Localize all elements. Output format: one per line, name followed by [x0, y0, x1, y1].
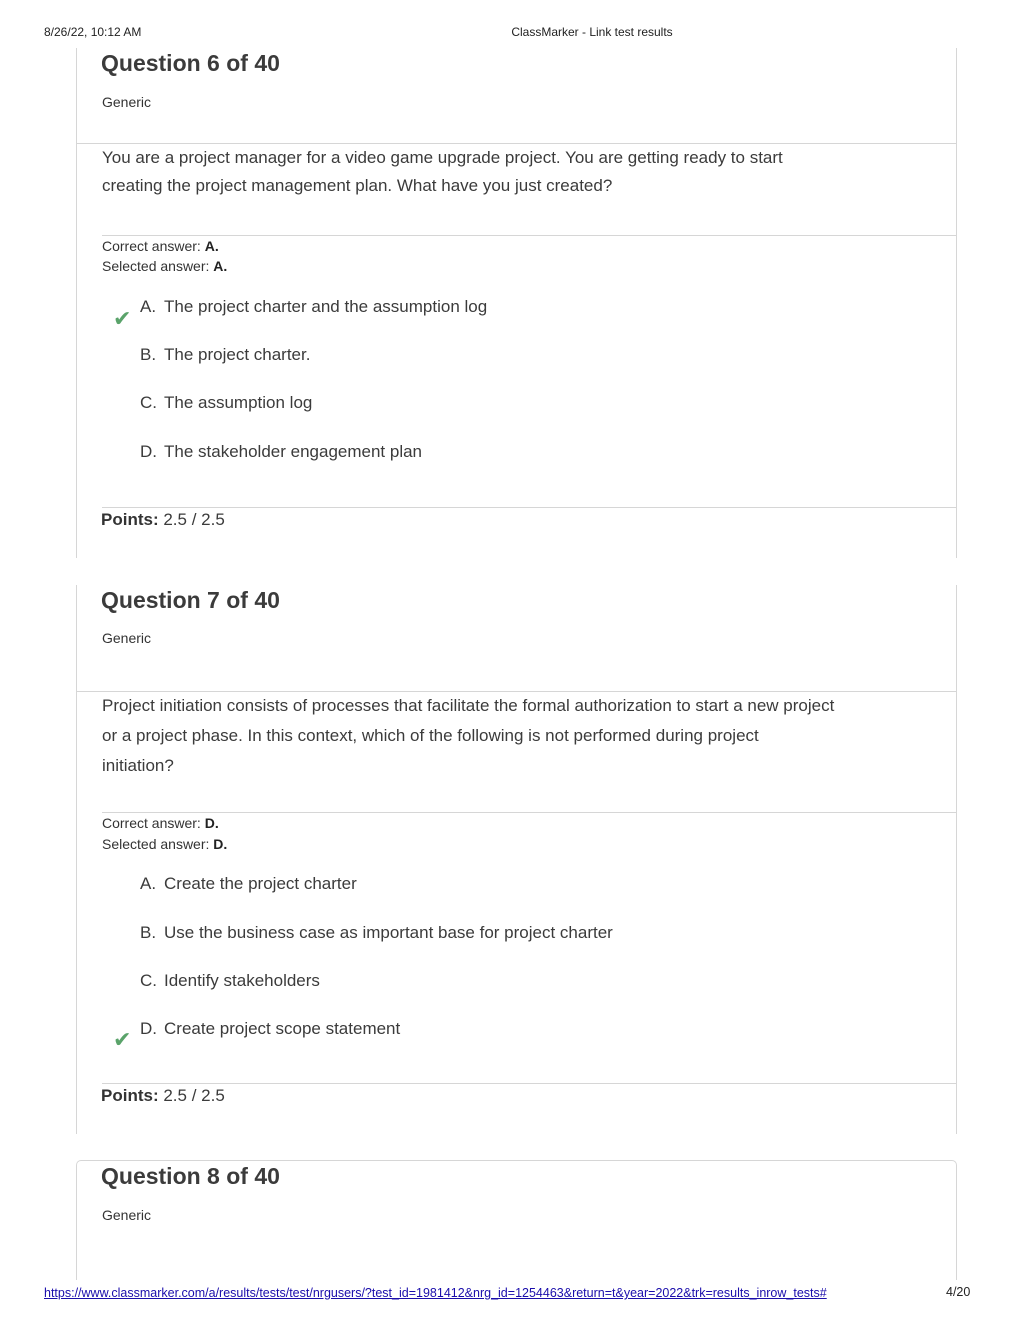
question-category: Generic	[102, 1207, 152, 1223]
question-text: Project initiation consists of processes that facilitate the formal authorization to start a new project or a project phase. In this context, which of the following is not performed during project initiation?	[102, 696, 835, 775]
question-text: You are a project manager for a video game upgrade project. You are getting ready to start creating the project management plan. What have you just created?	[102, 148, 783, 195]
answer-option-c: C. Identify stakeholders	[140, 971, 320, 990]
page-url-link[interactable]: https://www.classmarker.com/a/results/tests/test/nrgusers/?test_id=1981412&nrg_id=1254463&return=t&year=2022&trk=results_inrow_tests#	[44, 1286, 827, 1300]
answer-option-d: D. The stakeholder engagement plan	[140, 442, 423, 461]
question-title: Question 6 of 40	[101, 50, 280, 76]
print-header-title: ClassMarker - Link test results	[511, 25, 673, 39]
divider	[102, 1083, 957, 1084]
answer-option-b: B. Use the business case as important base for project charter	[140, 923, 613, 942]
divider	[102, 812, 957, 813]
answer-option-d: D. Create project scope statement	[140, 1019, 401, 1038]
divider	[102, 235, 957, 236]
question-card-7	[76, 585, 957, 1134]
selected-answer-line: Selected answer: D.	[102, 836, 228, 852]
check-icon: ✔	[113, 1027, 132, 1052]
divider	[77, 143, 957, 144]
question-category: Generic	[102, 94, 152, 110]
answer-option-b: B. The project charter.	[140, 345, 311, 364]
correct-answer-line: Correct answer: D.	[102, 815, 219, 831]
question-title: Question 8 of 40	[101, 1163, 280, 1189]
check-icon: ✔	[113, 306, 132, 331]
answer-option-c: C. The assumption log	[140, 393, 313, 412]
answer-option-a: A. Create the project charter	[140, 874, 357, 893]
points-line: Points: 2.5 / 2.5	[101, 1086, 225, 1105]
answer-option-a: A. The project charter and the assumption log	[140, 297, 488, 316]
points-line: Points: 2.5 / 2.5	[101, 510, 225, 529]
print-header-datetime: 8/26/22, 10:12 AM	[44, 25, 142, 39]
divider	[102, 507, 957, 508]
question-title: Question 7 of 40	[101, 587, 280, 613]
page-number: 4/20	[946, 1285, 971, 1299]
divider	[77, 691, 957, 692]
question-category: Generic	[102, 630, 152, 646]
question-card-8	[76, 1160, 957, 1280]
correct-answer-line: Correct answer: A.	[102, 238, 219, 254]
selected-answer-line: Selected answer: A.	[102, 258, 228, 274]
question-card-6	[76, 48, 957, 558]
